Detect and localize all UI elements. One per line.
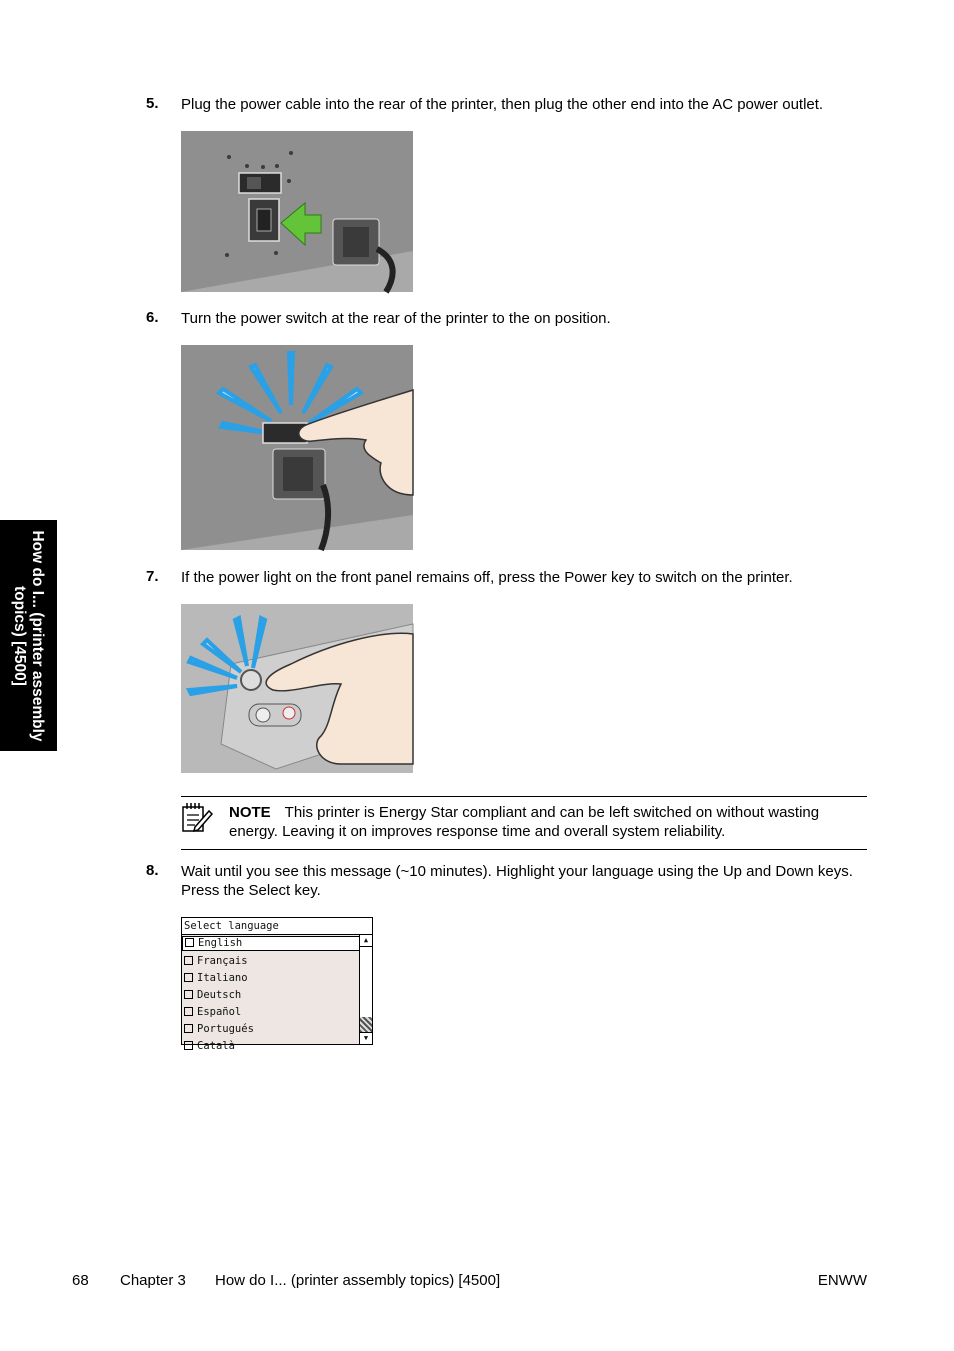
note-text <box>229 803 869 841</box>
language-option-espanol[interactable]: Español <box>182 1004 361 1021</box>
note-label: NOTE <box>229 804 271 821</box>
step-8-text: Wait until you see this message (~10 minutes). Highlight your language using the Up and Down keys. Press the Select key. <box>181 863 853 899</box>
checkbox[interactable] <box>184 1007 193 1016</box>
checkbox[interactable] <box>184 990 193 999</box>
footer-enww: ENWW <box>817 1272 867 1289</box>
note-box <box>181 796 867 850</box>
scroll-down-arrow-icon[interactable]: ▼ <box>360 1032 372 1044</box>
step-7-number: 7. <box>146 568 159 585</box>
language-list <box>182 935 361 1055</box>
checkbox[interactable] <box>184 973 193 982</box>
language-option-catala[interactable]: Català <box>182 1038 361 1055</box>
note-icon <box>181 801 213 838</box>
checkbox[interactable] <box>184 1041 193 1050</box>
lcd-title: Select language <box>182 918 372 935</box>
language-option-italiano[interactable]: Italiano <box>182 970 361 987</box>
step-5-text: Plug the power cable into the rear of the printer, then plug the other end into the AC power outlet. <box>181 96 824 113</box>
scrollbar[interactable] <box>359 935 372 1044</box>
step-7-text: If the power light on the front panel remains off, press the Power key to switch on the printer. <box>181 569 793 586</box>
step-6-number: 6. <box>146 309 159 326</box>
page-number: 68 <box>72 1272 89 1289</box>
side-tab-label: How do I... (printer assembly topics) [4500] <box>11 530 46 742</box>
power-switch-illustration <box>181 345 413 550</box>
power-cable-illustration <box>181 131 413 292</box>
step-8-number: 8. <box>146 862 159 879</box>
checkbox[interactable] <box>185 938 194 947</box>
language-option-francais[interactable]: Français <box>182 953 361 970</box>
note-body: This printer is Energy Star compliant and can be left switched on without wasting energy. Leaving it on improves response time and overall system reliability. <box>229 804 820 840</box>
power-key-illustration <box>181 604 413 773</box>
scroll-up-arrow-icon[interactable]: ▲ <box>360 935 372 947</box>
checkbox[interactable] <box>184 956 193 965</box>
footer-chapter-title: How do I... (printer assembly topics) [4500] <box>215 1272 501 1289</box>
footer-chapter: Chapter 3 <box>120 1272 186 1289</box>
step-5-number: 5. <box>146 95 159 112</box>
language-option-portugues[interactable]: Portugués <box>182 1021 361 1038</box>
language-option-english[interactable]: English <box>182 936 361 951</box>
step-6-text: Turn the power switch at the rear of the printer to the on position. <box>181 310 611 327</box>
select-language-screen <box>181 917 373 1052</box>
scroll-thumb[interactable] <box>360 1017 372 1032</box>
checkbox[interactable] <box>184 1024 193 1033</box>
language-option-deutsch[interactable]: Deutsch <box>182 987 361 1004</box>
